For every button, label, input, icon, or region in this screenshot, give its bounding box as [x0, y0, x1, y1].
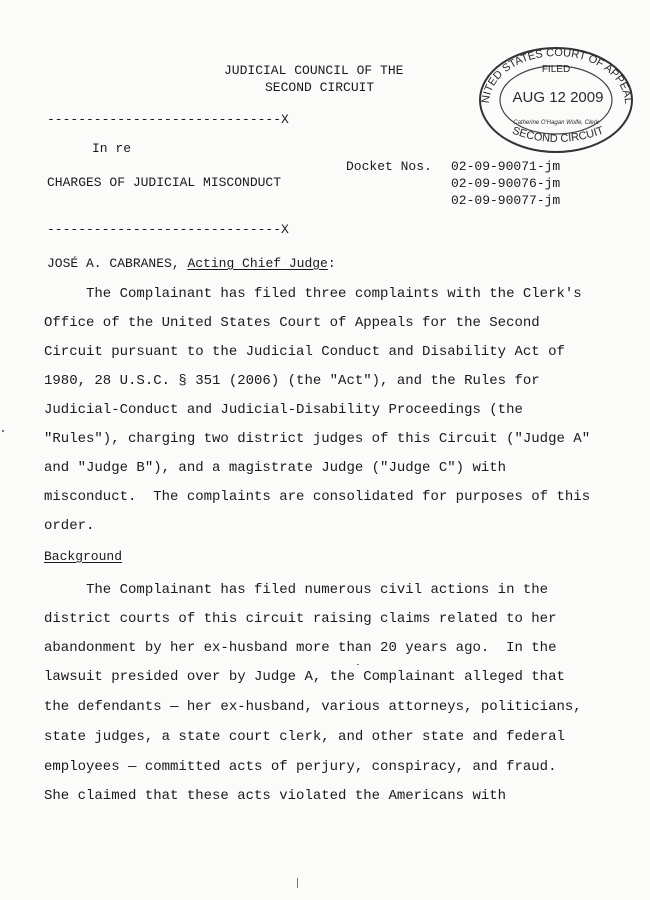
- body-line: abandonment by her ex-husband more than 20 years ago. In the: [44, 640, 557, 656]
- stamp-date: AUG 12 2009: [512, 89, 604, 106]
- docket-number: 02-09-90077-jm: [451, 193, 561, 208]
- author-suffix: :: [327, 256, 336, 271]
- docket-label: Docket Nos.: [346, 159, 432, 174]
- stamp-bottom-arc: SECOND CIRCUIT: [510, 124, 606, 146]
- matter-title: CHARGES OF JUDICIAL MISCONDUCT: [47, 175, 282, 190]
- body-line: 1980, 28 U.S.C. § 351 (2006) (the "Act"), and the Rules for: [44, 373, 540, 389]
- court-name-line1: JUDICIAL COUNCIL OF THE: [224, 63, 404, 78]
- separator-bottom: ------------------------------X: [47, 222, 289, 237]
- stamp-filed: FILED: [541, 64, 571, 75]
- stamp-clerk: Catherine O'Hagan Wolfe, Clerk: [513, 120, 599, 126]
- body-line: "Rules"), charging two district judges of this Circuit ("Judge A": [44, 431, 591, 447]
- body-line: state judges, a state court clerk, and other state and federal: [44, 729, 565, 745]
- body-line: Office of the United States Court of Appeals for the Second: [44, 315, 540, 331]
- stamp-seal-icon: [475, 40, 637, 155]
- body-line: and "Judge B"), and a magistrate Judge ("Judge C") with: [44, 460, 507, 476]
- in-re-label: In re: [92, 141, 132, 156]
- body-line: the defendants — her ex-husband, various attorneys, politicians,: [44, 699, 582, 715]
- body-line: lawsuit presided over by Judge A, the Complainant alleged that: [44, 669, 565, 685]
- separator-top: ------------------------------X: [47, 112, 289, 127]
- body-line: misconduct. The complaints are consolidated for purposes of this: [44, 489, 591, 505]
- docket-number: 02-09-90071-jm: [451, 159, 561, 174]
- filed-stamp: [475, 40, 637, 155]
- scan-speck: [2, 430, 4, 432]
- body-line: She claimed that these acts violated the Americans with: [44, 788, 507, 804]
- author-title: Acting Chief Judge: [187, 256, 328, 271]
- docket-number: 02-09-90076-jm: [451, 176, 561, 191]
- body-line: district courts of this circuit raising claims related to her: [44, 611, 557, 627]
- body-line: The Complainant has filed three complaints with the Clerk's: [44, 286, 582, 302]
- body-line: The Complainant has filed numerous civil actions in the: [44, 582, 549, 598]
- body-line: order.: [44, 518, 95, 534]
- scan-speck: [357, 664, 359, 665]
- section-heading: Background: [44, 549, 123, 564]
- scan-speck: [297, 878, 298, 888]
- body-line: employees — committed acts of perjury, conspiracy, and fraud.: [44, 759, 557, 775]
- body-line: Judicial-Conduct and Judicial-Disability Proceedings (the: [44, 402, 523, 418]
- author-name: JOSÉ A. CABRANES,: [47, 256, 188, 271]
- stamp-top-arc: NITED STATES COURT OF APPEAL: [479, 46, 635, 105]
- author-line: [47, 256, 336, 271]
- body-line: Circuit pursuant to the Judicial Conduct and Disability Act of: [44, 344, 565, 360]
- court-name-line2: SECOND CIRCUIT: [265, 80, 375, 95]
